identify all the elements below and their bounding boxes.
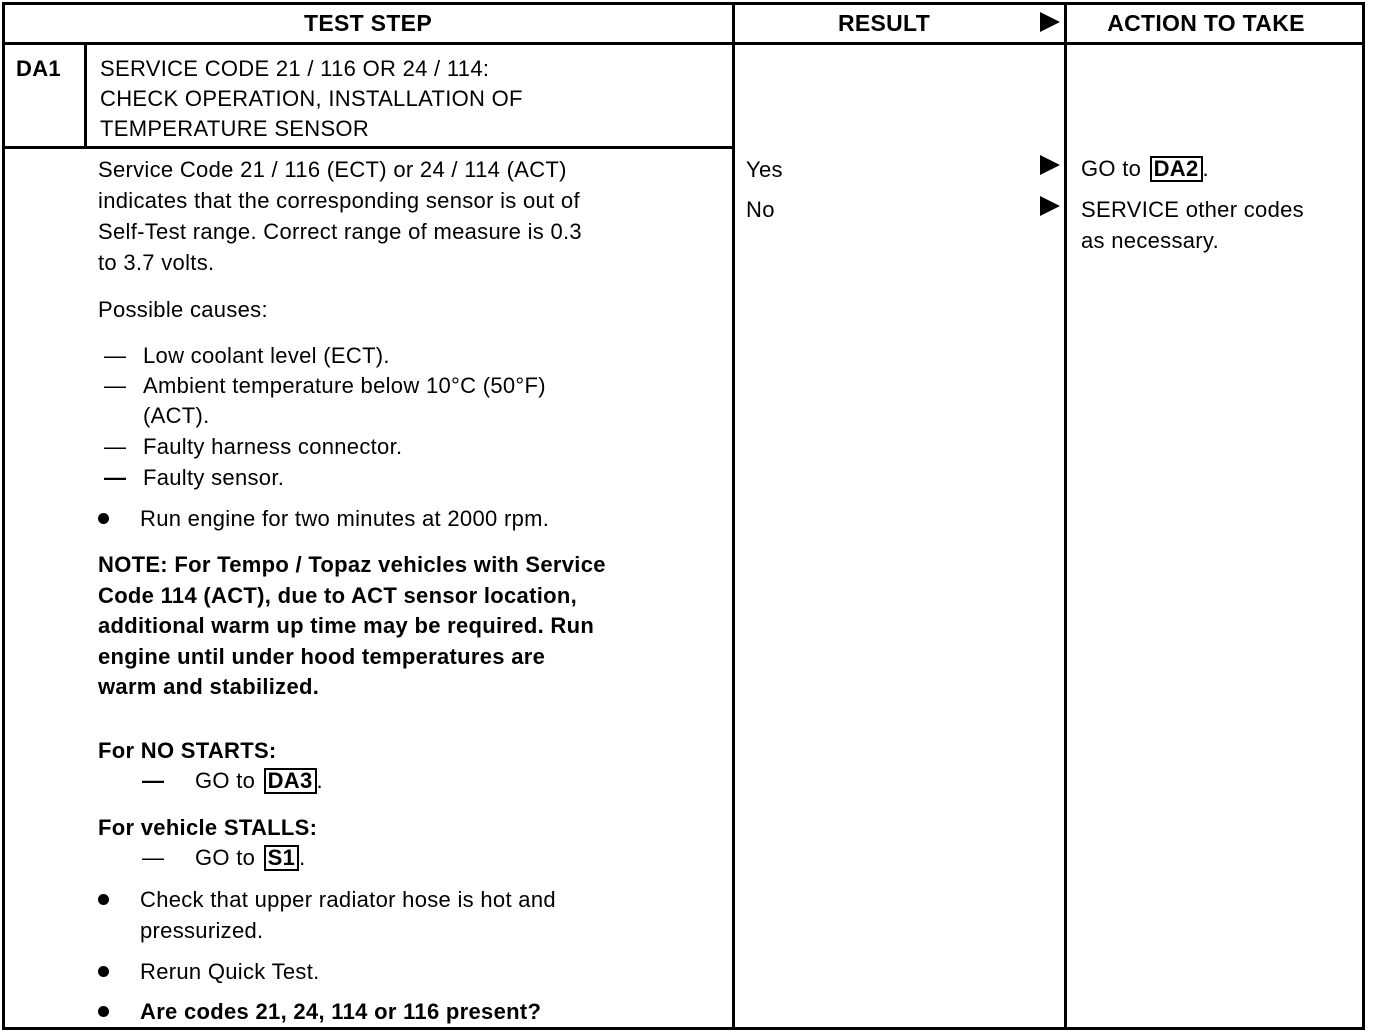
result-no: No	[746, 197, 775, 222]
table-top-border	[2, 2, 1364, 5]
intro-line-4: to 3.7 volts.	[98, 250, 215, 275]
action-yes-period: .	[1202, 156, 1209, 181]
result-yes: Yes	[746, 157, 783, 182]
no-starts-ref-link[interactable]: DA3	[264, 768, 317, 794]
note-line-5: warm and stabilized.	[98, 674, 320, 699]
column-divider-result-action	[1064, 2, 1067, 1030]
step-title-line-1: SERVICE CODE 21 / 116 OR 24 / 114:	[100, 56, 490, 81]
bullet-icon	[98, 894, 109, 905]
header-test-step: TEST STEP	[304, 10, 432, 36]
no-starts-period: .	[316, 768, 323, 793]
cause-dash: —	[104, 434, 127, 459]
note-line-2: Code 114 (ACT), due to ACT sensor location,	[98, 583, 578, 608]
check-hose-line-2: pressurized.	[140, 918, 264, 943]
note-line-3: additional warm up time may be required. Run	[98, 613, 595, 638]
stalls-dash: —	[142, 845, 165, 870]
column-divider-test-result	[732, 2, 735, 1030]
stalls-ref-link[interactable]: S1	[264, 845, 300, 871]
bullet-icon	[98, 513, 109, 524]
action-yes-line	[1081, 153, 1209, 184]
action-yes-goto: GO to	[1081, 156, 1142, 181]
action-no-line-2: as necessary.	[1081, 228, 1219, 253]
step-title-line-3: TEMPERATURE SENSOR	[100, 116, 370, 141]
no-starts-label: For NO STARTS:	[98, 738, 277, 763]
header-action-to-take: ACTION TO TAKE	[1107, 10, 1305, 36]
cause-dash: —	[104, 373, 127, 398]
table-left-border	[2, 2, 5, 1030]
cause-item: Faulty harness connector.	[143, 434, 403, 459]
intro-line-3: Self-Test range. Correct range of measure is 0.3	[98, 219, 582, 244]
cause-item: Low coolant level (ECT).	[143, 343, 390, 368]
note-line-4: engine until under hood temperatures are	[98, 644, 546, 669]
step-title-line-2: CHECK OPERATION, INSTALLATION OF	[100, 86, 523, 111]
intro-line-1: Service Code 21 / 116 (ECT) or 24 / 114 (ACT)	[98, 157, 567, 182]
action-yes-ref-link[interactable]: DA2	[1150, 156, 1203, 182]
run-engine-instruction: Run engine for two minutes at 2000 rpm.	[140, 506, 550, 531]
no-starts-dash: —	[142, 768, 165, 793]
intro-line-2: indicates that the corresponding sensor is out of	[98, 188, 580, 213]
note-line-1: NOTE: For Tempo / Topaz vehicles with Service	[98, 552, 606, 577]
possible-causes-label: Possible causes:	[98, 297, 268, 322]
stalls-label: For vehicle STALLS:	[98, 815, 318, 840]
rerun-instruction: Rerun Quick Test.	[140, 959, 320, 984]
header-result: RESULT	[837, 10, 931, 36]
step-title-divider	[2, 146, 734, 149]
step-id: DA1	[16, 56, 61, 81]
table-bottom-border	[2, 1027, 1364, 1030]
header-divider	[2, 42, 1364, 45]
cause-dash: —	[104, 465, 127, 490]
stalls-period: .	[299, 845, 306, 870]
header-arrow-icon	[1040, 12, 1060, 32]
cause-item-continuation: (ACT).	[143, 403, 210, 428]
check-hose-line-1: Check that upper radiator hose is hot and	[140, 887, 556, 912]
action-no-line-1: SERVICE other codes	[1081, 197, 1304, 222]
cause-item: Ambient temperature below 10°C (50°F)	[143, 373, 546, 398]
step-id-divider	[84, 44, 87, 148]
stalls-goto: GO to	[195, 845, 256, 870]
bullet-icon	[98, 966, 109, 977]
bullet-icon	[98, 1006, 109, 1017]
result-yes-arrow-icon	[1040, 155, 1060, 175]
result-no-arrow-icon	[1040, 196, 1060, 216]
table-right-border	[1362, 2, 1365, 1030]
question-text: Are codes 21, 24, 114 or 116 present?	[140, 999, 542, 1024]
no-starts-goto: GO to	[195, 768, 256, 793]
cause-dash: —	[104, 343, 127, 368]
no-starts-goto-line	[195, 765, 323, 796]
stalls-goto-line	[195, 842, 306, 873]
cause-item: Faulty sensor.	[143, 465, 285, 490]
